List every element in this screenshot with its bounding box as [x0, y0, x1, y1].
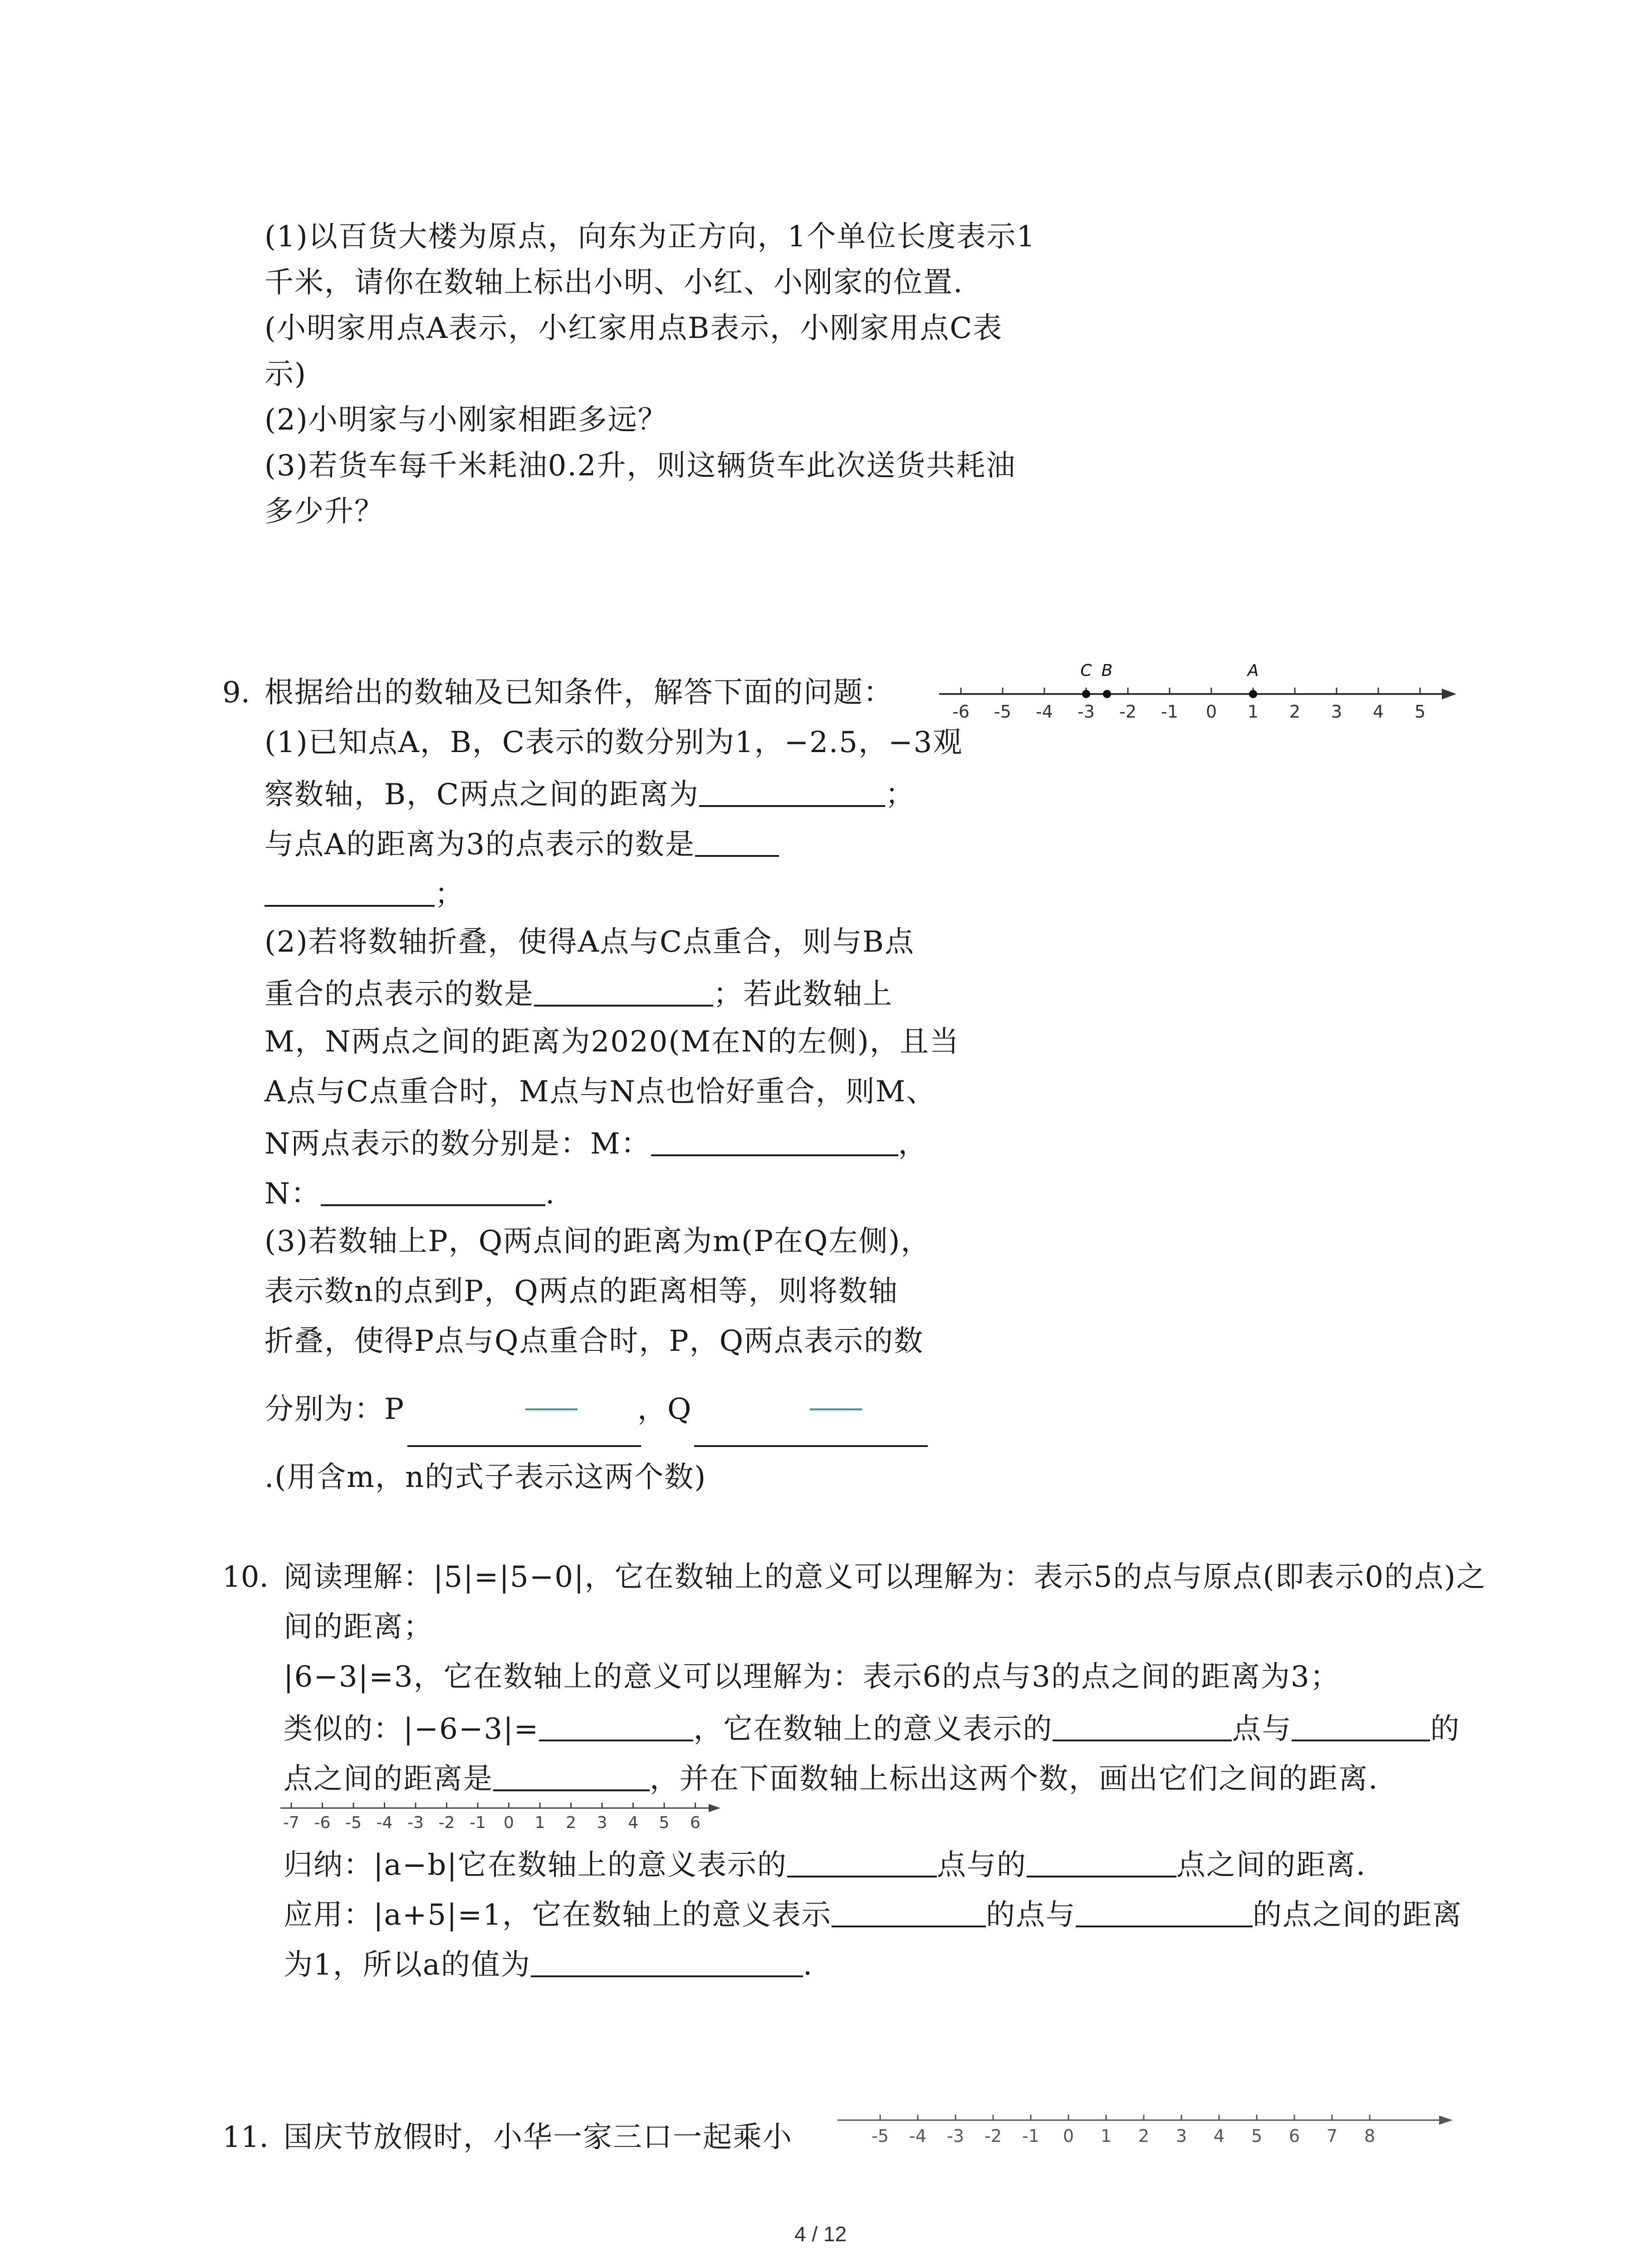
q8-line-4: 示) [265, 357, 307, 391]
q9-line-4-text: 与点A的距离为3的点表示的数是 [265, 828, 695, 861]
q9-line-10-text: N两点表示的数分别是：M： [265, 1127, 651, 1161]
q9-line-7 [265, 978, 893, 1009]
axis-tick-label: -5 [994, 702, 1011, 722]
axis-tick-label: -7 [283, 1813, 299, 1832]
axis-tick-label: -3 [407, 1813, 424, 1832]
q9-line-1: 根据给出的数轴及已知条件，解答下面的问题： [265, 676, 893, 709]
q9-line-13: 表示数n的点到P，Q两点的距离相等，则将数轴 [265, 1275, 898, 1308]
q9-line-6: (2)若将数轴折叠，使得A点与C点重合，则与B点 [265, 925, 915, 959]
q9-line-11-text: N： [265, 1177, 321, 1211]
q10-number-line [278, 1792, 722, 1842]
axis-point [1103, 690, 1111, 698]
q9-m-blank[interactable] [651, 1127, 898, 1156]
q9-line-9: A点与C点重合时，M点与N点也恰好重合，则M、 [265, 1075, 936, 1109]
q10-line-4 [284, 1712, 1460, 1744]
axis-tick-label: -4 [1036, 702, 1053, 722]
q9-number: 9. [222, 676, 250, 709]
axis-point-label: A [1247, 661, 1259, 680]
q9-distance-3-blank-a[interactable] [695, 828, 779, 857]
q10-line-7-c: 的点之间的距离 [1252, 1898, 1462, 1932]
axis-tick-label: -1 [1161, 702, 1178, 722]
q10-line-6-b: 点与的 [936, 1848, 1027, 1882]
q9-line-8: M，N两点之间的距离为2020(M在N的左侧)，且当 [265, 1025, 960, 1059]
q10-line-7 [284, 1898, 1462, 1930]
axis-tick-label: 7 [1326, 2126, 1338, 2146]
q9-distance-3-blank-b[interactable] [265, 878, 435, 907]
q10-distance-blank[interactable] [493, 1762, 650, 1791]
q9-line-7-text: 重合的点表示的数是 [265, 978, 534, 1011]
q10-line-2: 间的距离； [284, 1610, 433, 1644]
axis-tick-label: 2 [566, 1813, 576, 1832]
q9-line-3-punct: ； [885, 778, 915, 811]
q8-line-1: (1)以百货大楼为原点，向东为正方向，1个单位长度表示1 [265, 220, 1036, 254]
q10-a-value-blank[interactable] [531, 1948, 803, 1977]
axis-tick-label: 8 [1364, 2126, 1376, 2146]
axis-tick-label: -6 [952, 702, 970, 722]
axis-tick-label: -3 [1078, 702, 1095, 722]
axis-tick-label: -3 [947, 2126, 964, 2146]
axis-tick-label: 2 [1289, 702, 1301, 722]
q9-line-11 [265, 1177, 556, 1211]
q9-line-5-punct: ； [435, 878, 465, 911]
q9-line-16: .(用含m，n的式子表示这两个数) [265, 1461, 707, 1494]
axis-point [1082, 690, 1090, 698]
axis-tick-label: 1 [534, 1813, 545, 1832]
axis-tick-label: -6 [314, 1813, 331, 1832]
q9-line-10 [265, 1127, 928, 1161]
q10-line-4-c: 点与 [1232, 1712, 1292, 1746]
axis-tick-label: 6 [1288, 2126, 1300, 2146]
axis-tick-label: 3 [1331, 702, 1342, 722]
q9-fold-b-blank[interactable] [534, 978, 713, 1007]
q10-induction-blank-1[interactable] [787, 1848, 937, 1877]
axis-tick-label: 0 [1063, 2126, 1074, 2146]
q9-bc-distance-blank[interactable] [699, 778, 885, 807]
axis-point-label: C [1080, 661, 1092, 680]
q9-line-14: 折叠，使得P点与Q点重合时，P，Q两点表示的数 [265, 1325, 924, 1358]
q10-line-6-c: 点之间的距离. [1176, 1848, 1367, 1882]
q10-apply-blank-1[interactable] [832, 1898, 986, 1927]
q8-line-3: (小明家用点A表示，小红家用点B表示，小刚家用点C表 [265, 312, 1003, 345]
axis-tick-label: 1 [1100, 2126, 1112, 2146]
axis-tick-label: -2 [985, 2126, 1002, 2146]
axis-tick-label: 4 [628, 1813, 638, 1832]
q10-line-8-a: 为1，所以a的值为 [284, 1948, 531, 1982]
q11-line-1: 国庆节放假时，小华一家三口一起乘小 [284, 2121, 793, 2154]
axis-tick-label: 5 [1414, 702, 1426, 722]
q9-line-3 [265, 778, 915, 809]
q10-point-2-blank[interactable] [1292, 1712, 1430, 1741]
axis-tick-label: 5 [659, 1813, 670, 1832]
q9-q-fraction-bar [810, 1408, 862, 1410]
q9-line-4 [265, 828, 779, 859]
q9-line-3-text: 察数轴，B，C两点之间的距离为 [265, 778, 699, 811]
axis-tick-label: 1 [1247, 702, 1259, 722]
q10-line-5 [284, 1762, 1378, 1794]
q8-line-7: 多少升？ [265, 495, 384, 528]
axis-tick-label: -2 [438, 1813, 455, 1832]
q11-number: 11. [222, 2121, 269, 2154]
q8-line-6: (3)若货车每千米耗油0.2升，则这辆货车此次送货共耗油 [265, 449, 1016, 483]
q10-point-1-blank[interactable] [1053, 1712, 1232, 1741]
q10-line-3: |6−3|=3，它在数轴上的意义可以理解为：表示6的点与3的点之间的距离为3； [284, 1660, 1340, 1694]
q10-line-8 [284, 1948, 813, 1980]
axis-point [1249, 690, 1257, 698]
q10-number: 10. [222, 1560, 269, 1594]
q10-line-6-a: 归纳：|a−b|它在数轴上的意义表示的 [284, 1848, 787, 1882]
q9-line-15-label: 分别为：P [265, 1393, 405, 1426]
q9-line-7-tail: ；若此数轴上 [713, 978, 893, 1011]
q10-line-5-b: ，并在下面数轴上标出这两个数，画出它们之间的距离. [650, 1762, 1379, 1796]
q10-line-4-d: 的 [1430, 1712, 1460, 1746]
q9-q-answer-blank[interactable] [694, 1424, 928, 1447]
q10-line-6 [284, 1848, 1366, 1880]
axis-point-label: B [1101, 661, 1113, 680]
q10-apply-blank-2[interactable] [1076, 1898, 1253, 1927]
q9-number-line [935, 653, 1461, 735]
q9-line-10-punct: ， [898, 1127, 928, 1161]
q9-line-11-punct: . [545, 1177, 556, 1211]
axis-tick-label: -4 [909, 2126, 926, 2146]
q10-value-blank[interactable] [539, 1712, 693, 1741]
q10-line-4-a: 类似的：|−6−3|= [284, 1712, 539, 1746]
axis-tick-label: 3 [1176, 2126, 1187, 2146]
axis-tick-label: 3 [597, 1813, 607, 1832]
q10-line-7-a: 应用：|a+5|=1，它在数轴上的意义表示 [284, 1898, 832, 1932]
axis-tick-label: -1 [1022, 2126, 1039, 2146]
axis-tick-label: 6 [690, 1813, 700, 1832]
q10-induction-blank-2[interactable] [1027, 1848, 1176, 1877]
axis-tick-label: 0 [504, 1813, 514, 1832]
axis-tick-label: -4 [376, 1813, 393, 1832]
q9-p-answer-blank[interactable] [407, 1424, 641, 1447]
page-number: 4 / 12 [794, 2222, 847, 2246]
axis-tick-label: -1 [470, 1813, 486, 1832]
q10-line-1: 阅读理解：|5|=|5−0|，它在数轴上的意义可以理解为：表示5的点与原点(即表示0的点)之 [284, 1560, 1487, 1594]
q9-line-12: (3)若数轴上P，Q两点间的距离为m(P在Q左侧)， [265, 1225, 931, 1258]
q8-line-5: (2)小明家与小刚家相距多远？ [265, 403, 668, 437]
q8-line-2: 千米，请你在数轴上标出小明、小红、小刚家的位置. [265, 266, 964, 299]
q11-number-line [835, 2105, 1456, 2155]
q10-line-5-a: 点之间的距离是 [284, 1762, 493, 1796]
q9-line-2: (1)已知点A，B，C表示的数分别为1，−2.5，−3观 [265, 726, 963, 759]
axis-tick-label: -2 [1119, 702, 1136, 722]
q9-p-fraction-bar [525, 1408, 578, 1410]
axis-tick-label: 4 [1213, 2126, 1225, 2146]
q10-line-4-b: ，它在数轴上的意义表示的 [693, 1712, 1053, 1746]
axis-tick-label: 2 [1138, 2126, 1150, 2146]
q9-line-15-q: ，Q [637, 1393, 692, 1426]
q9-n-blank[interactable] [321, 1177, 545, 1206]
axis-tick-label: 5 [1251, 2126, 1263, 2146]
q9-line-5 [265, 878, 465, 909]
axis-tick-label: -5 [345, 1813, 362, 1832]
axis-tick-label: 4 [1372, 702, 1384, 722]
axis-tick-label: -5 [872, 2126, 889, 2146]
q10-line-8-b: . [803, 1948, 813, 1982]
q10-line-7-b: 的点与 [985, 1898, 1076, 1932]
axis-tick-label: 0 [1205, 702, 1217, 722]
